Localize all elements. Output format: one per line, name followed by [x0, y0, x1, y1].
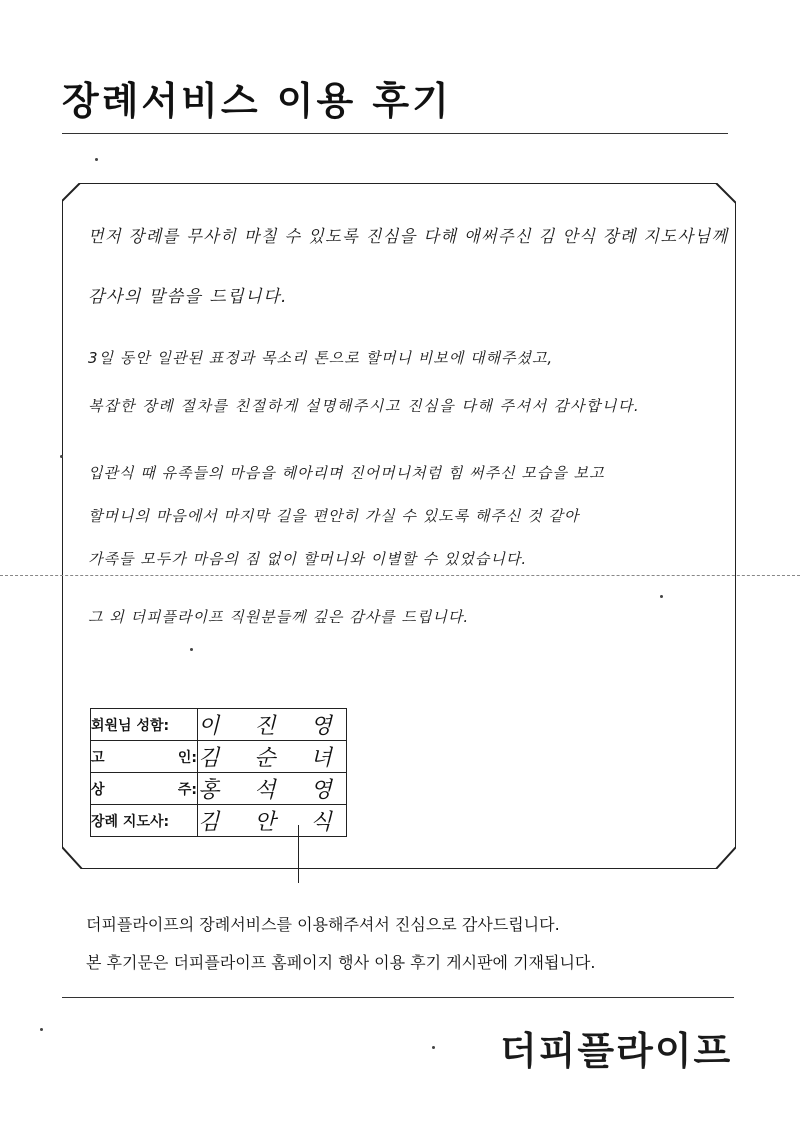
letter-line-6: 할머니의 마음에서 마지막 길을 편안히 가실 수 있도록 해주신 것 같아 [88, 507, 580, 525]
page-title: 장례서비스 이용 후기 [62, 79, 452, 123]
footer-thanks-text: 더피플라이프의 장례서비스를 이용해주셔서 진심으로 감사드립니다. [86, 915, 560, 934]
scan-fold-line [0, 575, 800, 576]
scan-speck [95, 158, 98, 161]
member-name-value: 이 진 영 [198, 709, 347, 741]
chief-mourner-value: 홍 석 영 [198, 773, 347, 805]
signature-stroke [298, 825, 299, 883]
letter-line-5: 입관식 때 유족들의 마음을 헤아리며 진어머니처럼 힘 써주신 모습을 보고 [88, 464, 605, 482]
member-info-table [90, 708, 347, 837]
deceased-value: 김 순 녀 [198, 741, 347, 773]
footer-divider [62, 997, 734, 998]
member-name-label: 회원님 성함: [91, 709, 198, 741]
company-logo: 더피플라이프 [500, 1029, 733, 1073]
table-row [91, 741, 347, 773]
scan-speck [660, 595, 663, 598]
funeral-director-label: 장례 지도사: [91, 805, 198, 837]
table-row [91, 773, 347, 805]
letter-line-7: 가족들 모두가 마음의 짐 없이 할머니와 이별할 수 있었습니다. [88, 550, 528, 568]
deceased-label: 고 인: [91, 741, 198, 773]
title-divider [62, 133, 728, 134]
funeral-director-value: 김 안 식 [198, 805, 347, 837]
scan-speck [40, 1028, 43, 1031]
scan-speck [60, 455, 63, 458]
letter-line-3: 3일 동안 일관된 표정과 목소리 톤으로 할머니 비보에 대해주셨고, [88, 349, 554, 367]
letter-line-8: 그 외 더피플라이프 직원분들께 깊은 감사를 드립니다. [88, 608, 470, 626]
chief-mourner-label: 상 주: [91, 773, 198, 805]
scan-speck [190, 648, 193, 651]
letter-line-1: 먼저 장례를 무사히 마칠 수 있도록 진심을 다해 애써주신 김 안식 장례 지도사님께 [88, 227, 729, 247]
letter-line-4: 복잡한 장례 절차를 친절하게 설명해주시고 진심을 다해 주셔서 감사합니다. [88, 397, 641, 415]
footer-notice-text: 본 후기문은 더피플라이프 홈페이지 행사 이용 후기 게시판에 기재됩니다. [86, 953, 596, 972]
letter-line-2: 감사의 말씀을 드립니다. [88, 287, 288, 307]
table-row [91, 805, 347, 837]
table-row [91, 709, 347, 741]
scan-speck [432, 1046, 435, 1049]
